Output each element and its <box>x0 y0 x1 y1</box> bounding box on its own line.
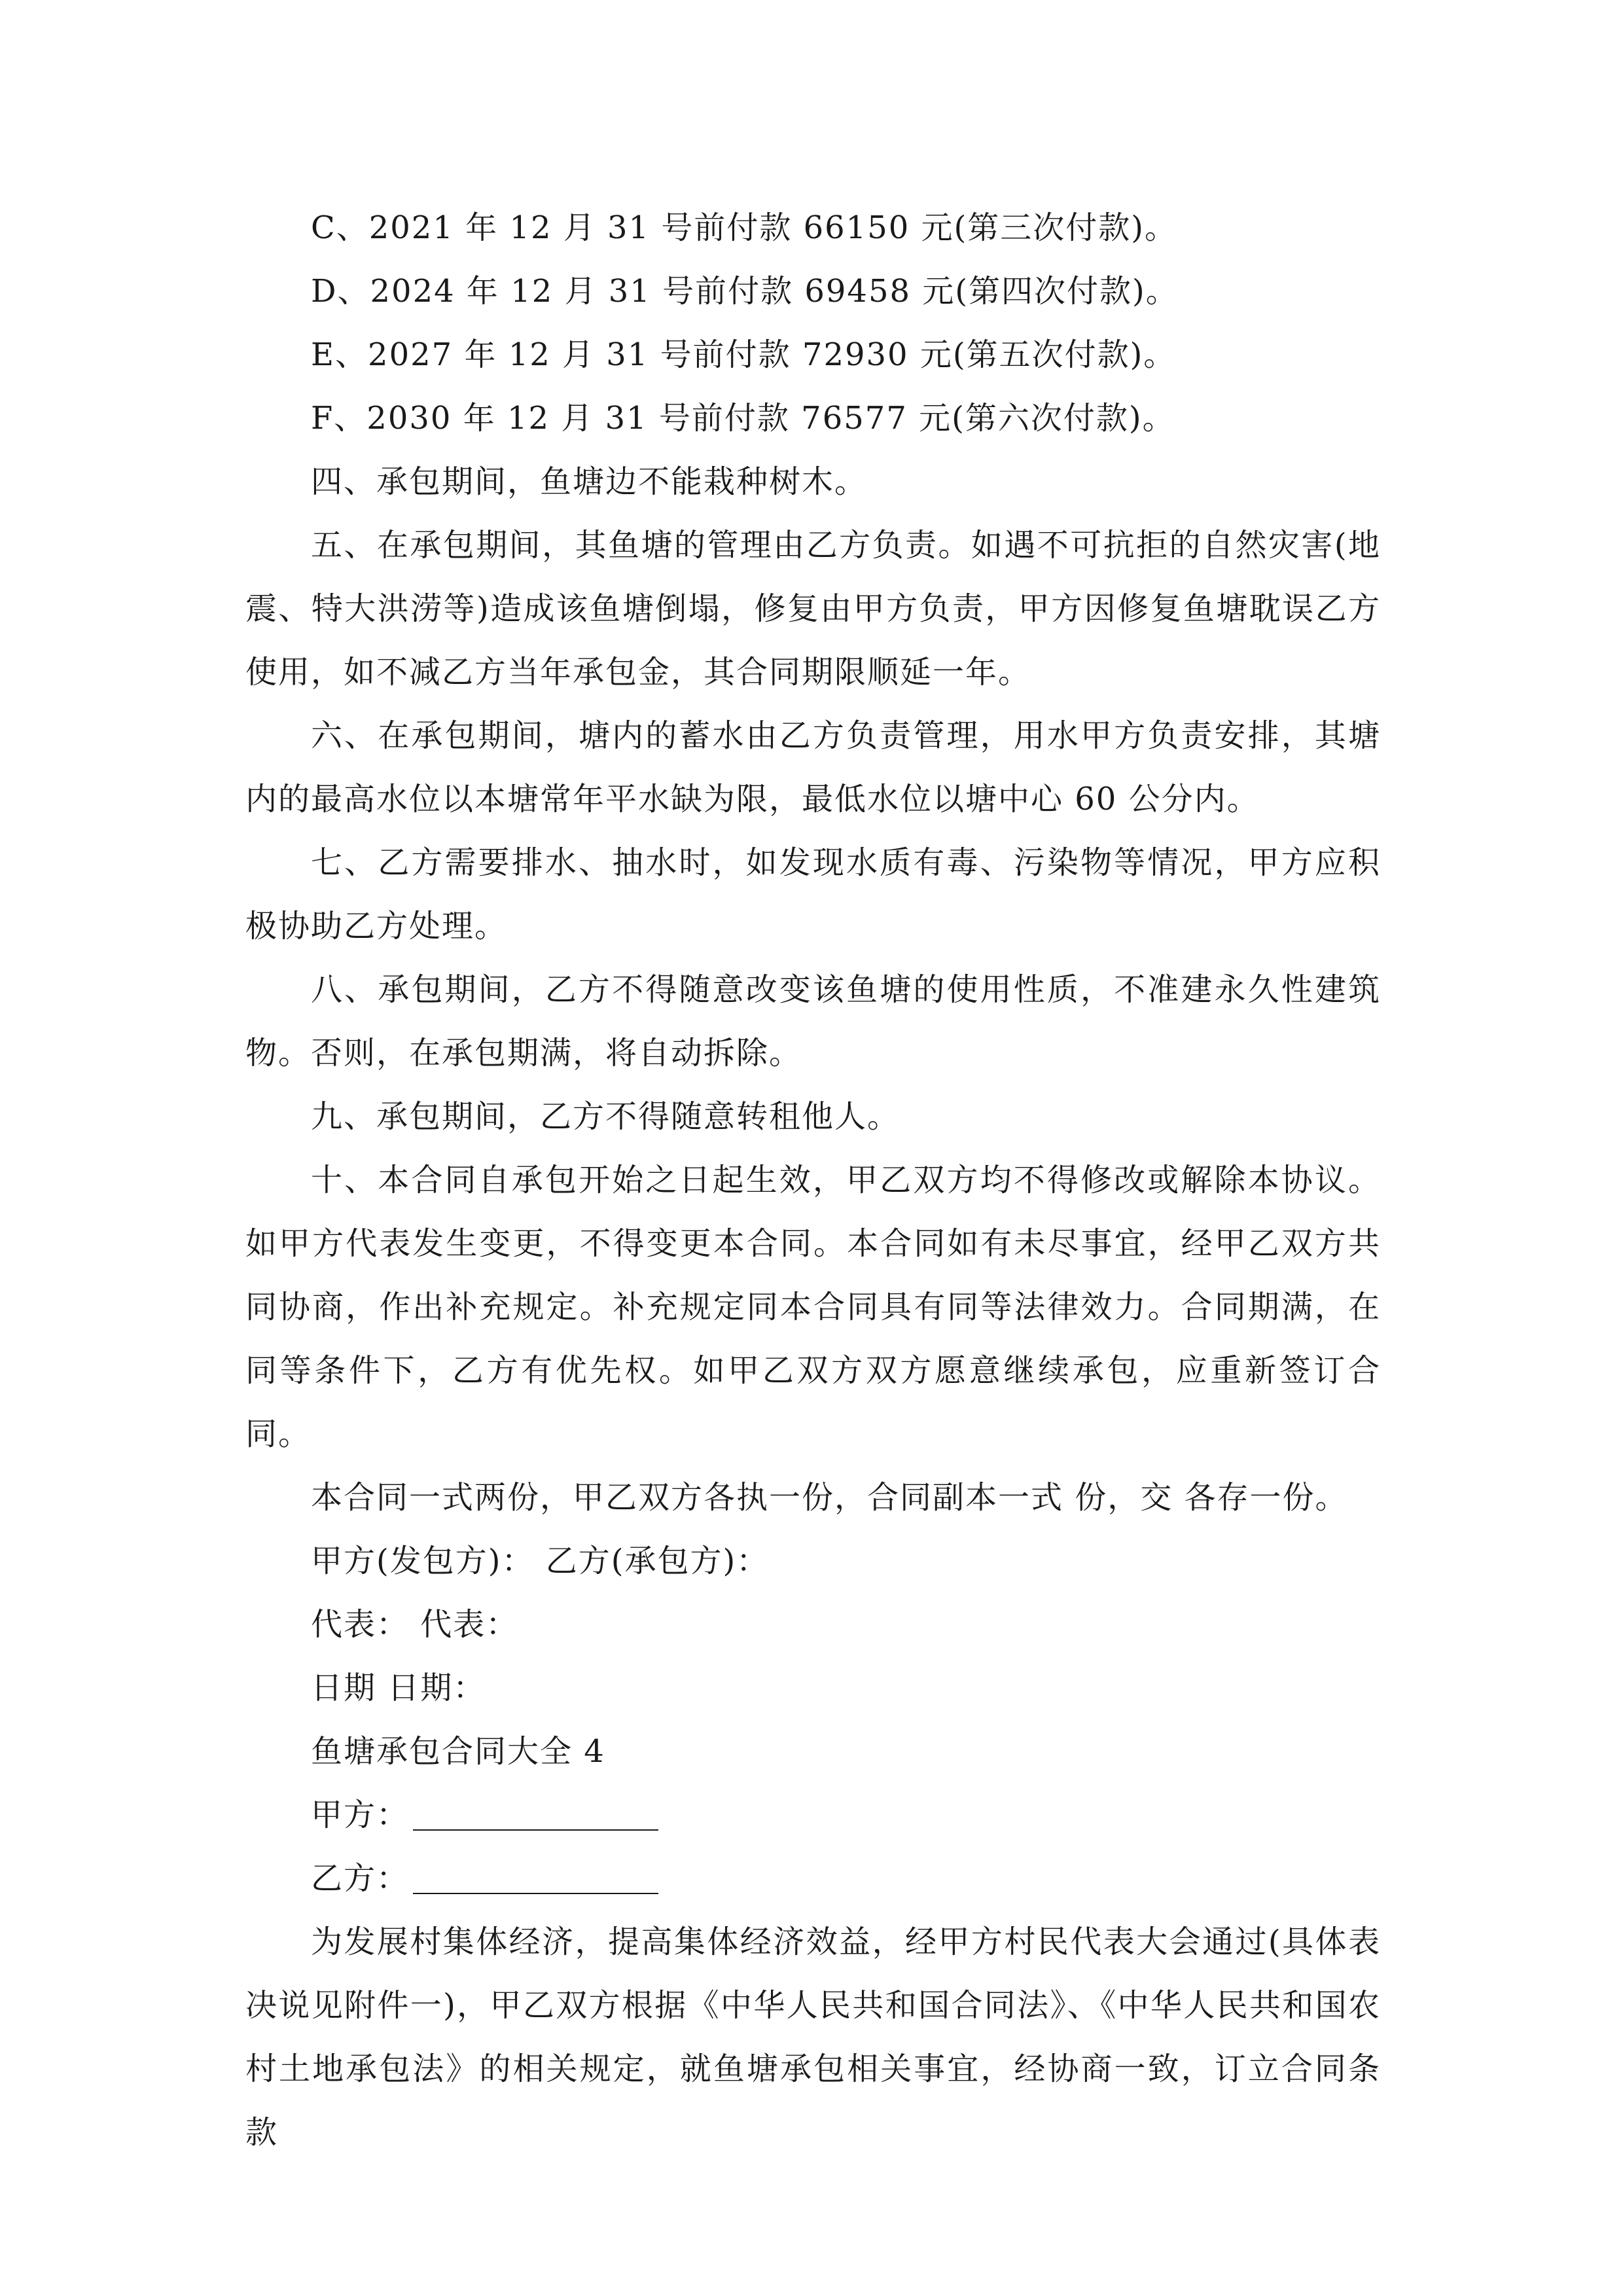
clause-5: 五、在承包期间，其鱼塘的管理由乙方负责。如遇不可抗拒的自然灾害(地震、特大洪涝等)造成该鱼塘倒塌，修复由甲方负责，甲方因修复鱼塘耽误乙方使用，如不减乙方当年承包金，其合同期限顺延一年。 <box>245 527 1381 691</box>
payment-item-c: C、2021 年 12 月 31 号前付款 66150 元(第三次付款)。 <box>311 209 1177 246</box>
representative-labels: 代表： 代表： <box>311 1606 519 1643</box>
payment-item-d: D、2024 年 12 月 31 号前付款 69458 元(第四次付款)。 <box>311 273 1179 310</box>
party-b-label: 乙方： <box>311 1860 410 1897</box>
payment-item-f: F、2030 年 12 月 31 号前付款 76577 元(第六次付款)。 <box>311 400 1175 437</box>
section-title: 鱼塘承包合同大全 4 <box>311 1733 605 1770</box>
party-a-blank <box>413 1829 658 1831</box>
clause-9: 九、承包期间，乙方不得随意转租他人。 <box>311 1098 901 1135</box>
date-labels: 日期 日期： <box>311 1670 486 1706</box>
party-b-line <box>245 1847 1381 1910</box>
preamble: 为发展村集体经济，提高集体经济效益，经甲方村民代表大会通过(具体表决说见附件一)，甲乙双方根据《中华人民共和国合同法》、《中华人民共和国农村土地承包法》的相关规定，就鱼塘承包相关事宜，经协商一致，订立合同条款 <box>245 1924 1381 2151</box>
party-a-label: 甲方： <box>311 1797 410 1833</box>
document-body <box>245 196 1381 2164</box>
party-a-line <box>245 1784 1381 1847</box>
clause-8: 八、承包期间，乙方不得随意改变该鱼塘的使用性质，不准建永久性建筑物。否则，在承包期满，将自动拆除。 <box>245 971 1381 1071</box>
party-b-blank <box>413 1893 658 1894</box>
payment-item-e: E、2027 年 12 月 31 号前付款 72930 元(第五次付款)。 <box>311 336 1177 373</box>
clause-7: 七、乙方需要排水、抽水时，如发现水质有毒、污染物等情况，甲方应积极协助乙方处理。 <box>245 844 1381 944</box>
party-labels: 甲方(发包方)： 乙方(承包方)： <box>311 1543 770 1579</box>
clause-10: 十、本合同自承包开始之日起生效，甲乙双方均不得修改或解除本协议。如甲方代表发生变更，不得变更本合同。本合同如有未尽事宜，经甲乙双方共同协商，作出补充规定。补充规定同本合同具有同等法律效力。合同期满，在同等条件下，乙方有优先权。如甲乙双方双方愿意继续承包，应重新签订合同。 <box>245 1162 1381 1452</box>
clause-6: 六、在承包期间，塘内的蓄水由乙方负责管理，用水甲方负责安排，其塘内的最高水位以本塘常年平水缺为限，最低水位以塘中心 60 公分内。 <box>245 717 1381 817</box>
copies-statement: 本合同一式两份，甲乙双方各执一份，合同副本一式 份，交 各存一份。 <box>311 1479 1348 1516</box>
clause-4: 四、承包期间，鱼塘边不能栽种树木。 <box>311 463 868 500</box>
